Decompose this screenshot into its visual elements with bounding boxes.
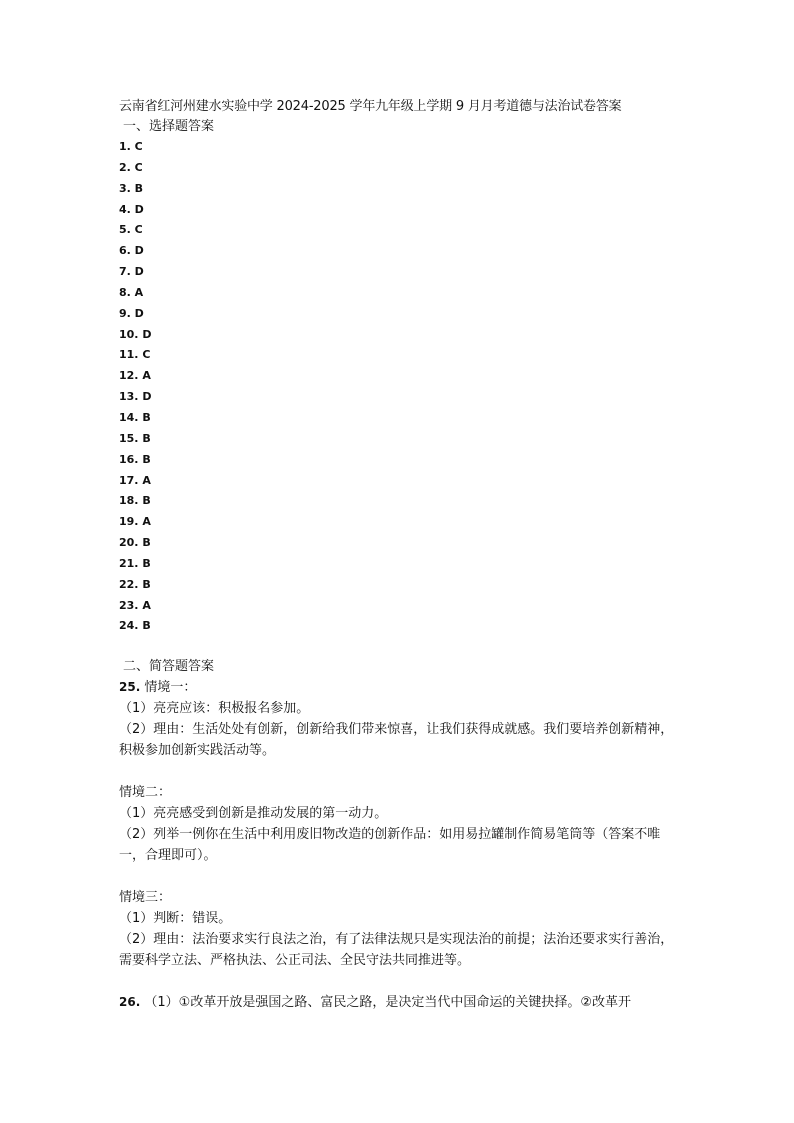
answer-item: 13. D	[119, 390, 152, 404]
choice-answer-list	[119, 137, 679, 637]
spacer	[119, 971, 679, 992]
answer-item: 4. D	[119, 202, 144, 216]
q25-scenario-2-answer-1: （1）亮亮感受到创新是推动发展的第一动力。	[119, 806, 388, 822]
q26-answer	[119, 992, 679, 1013]
answer-item: 3. B	[119, 181, 144, 195]
document-page	[119, 97, 679, 1013]
answer-item: 9. D	[119, 306, 144, 320]
answer-item: 23. A	[119, 598, 151, 612]
question-number: 25.	[119, 680, 141, 695]
q25-scenario-2-answer-2: （2）列举一例你在生活中利用废旧物改造的创新作品：如用易拉罐制作简易笔筒等（答案不唯一，合理即可）。	[119, 827, 661, 864]
answer-item: 1. C	[119, 140, 143, 153]
answer-item: 16. B	[119, 452, 151, 466]
q25-scenario-3-answer-1: （1）判断：错误。	[119, 911, 232, 927]
answer-item: 17. A	[119, 473, 151, 487]
answer-item: 19. A	[119, 515, 151, 529]
answer-item: 20. B	[119, 536, 151, 550]
answer-item: 8. A	[119, 285, 144, 299]
answer-item: 2. C	[119, 160, 143, 174]
answer-item: 11. C	[119, 348, 151, 362]
answer-item: 21. B	[119, 556, 151, 570]
q25-scenario-2-title: 情境二：	[119, 785, 172, 801]
section-1-heading: 一、选择题答案	[123, 119, 215, 134]
answer-item: 14. B	[119, 410, 151, 424]
q25-scenario-1-answer-2: （2）理由：生活处处有创新，创新给我们带来惊喜，让我们获得成就感。我们要培养创新精神，积极参加创新实践活动等。	[119, 722, 674, 759]
answer-item: 6. D	[119, 244, 144, 258]
spacer	[119, 866, 679, 887]
answer-item: 12. A	[119, 369, 151, 383]
answer-item: 10. D	[119, 327, 152, 341]
answer-item: 24. B	[119, 619, 151, 633]
answer-item: 5. C	[119, 223, 143, 237]
answer-item: 22. B	[119, 577, 151, 591]
q25-scenario-1-answer-1: （1）亮亮应该：积极报名参加。	[119, 701, 310, 717]
section-2-heading: 二、简答题答案	[123, 659, 215, 675]
question-number: 26.	[119, 995, 141, 1010]
spacer	[119, 637, 679, 657]
spacer	[119, 761, 679, 782]
q25-scenario-1-title	[119, 677, 679, 698]
scenario-title: 情境一：	[144, 680, 197, 696]
answer-item: 15. B	[119, 431, 151, 445]
answer-item: 7. D	[119, 265, 144, 279]
document-title: 云南省红河州建水实验中学 2024-2025 学年九年级上学期 9 月月考道德与法治试卷答案	[119, 99, 622, 114]
q25-scenario-3-answer-2: （2）理由：法治要求实行良法之治，有了法律法规只是实现法治的前提；法治还要求实行善治，需要科学立法、严格执法、公正司法、全民守法共同推进等。	[119, 932, 674, 969]
q25-scenario-3-title: 情境三：	[119, 890, 172, 906]
answer-item: 18. B	[119, 494, 151, 508]
q26-text: （1）①改革开放是强国之路、富民之路，是决定当代中国命运的关键抉择。②改革开	[144, 995, 631, 1011]
